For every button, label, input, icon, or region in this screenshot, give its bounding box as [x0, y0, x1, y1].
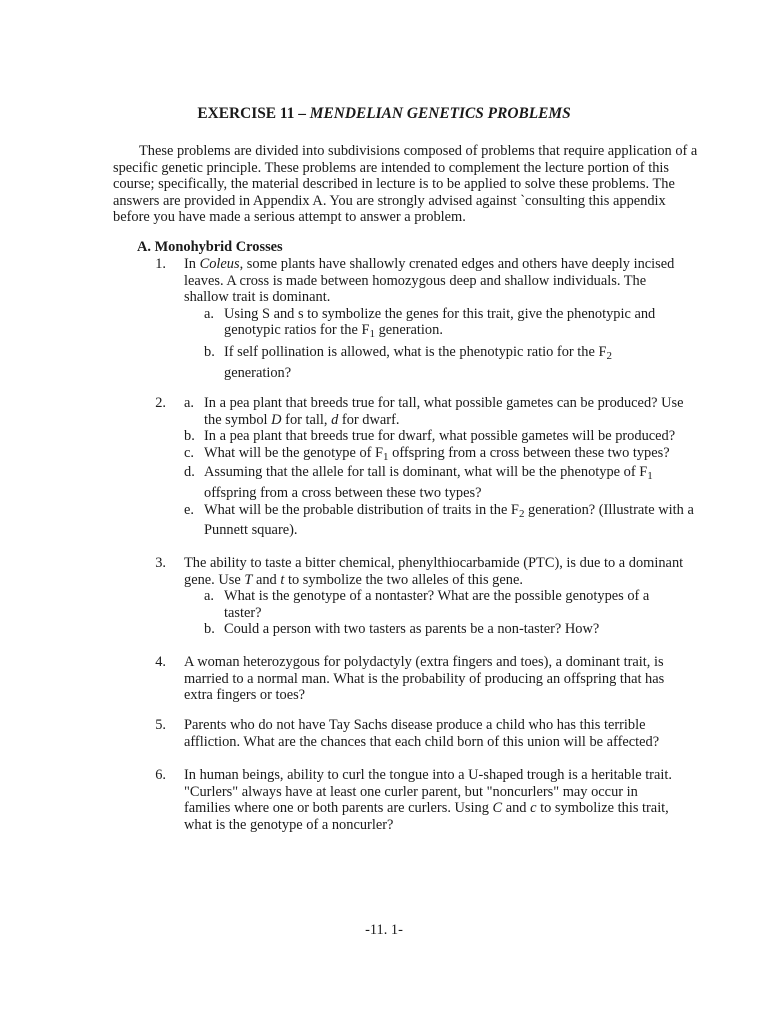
page-number: -11. 1- — [365, 922, 403, 938]
intro-line: course; specifically, the material described in lecture is to be applied to solve these problems. The — [113, 176, 675, 193]
page-title — [0, 106, 768, 123]
problem-line: leaves. A cross is made between homozygous deep and shallow individuals. The — [184, 272, 647, 289]
title-prefix: EXERCISE 11 – — [197, 105, 310, 122]
problem-number: 5. — [155, 717, 166, 733]
sub-question-a: a. In a pea plant that breeds true for tall, what possible gametes can be produced? Use the symbol D for tall, d for dwarf. — [184, 395, 684, 428]
problem-line: shallow trait is dominant. — [184, 289, 331, 306]
problem-number: 6. — [155, 767, 166, 783]
sub-letter: a. — [204, 305, 214, 322]
section-heading: A. Monohybrid Crosses — [137, 239, 283, 255]
problem-number: 3. — [155, 555, 166, 571]
sub-question-b: b. In a pea plant that breeds true for dwarf, what possible gametes will be produced? — [184, 428, 676, 445]
sub-question-d: d. Assuming that the allele for tall is dominant, what will be the phenotype of $F_1$ offspring from a cross between these two types? — [184, 464, 653, 501]
intro-line: These problems are divided into subdivisions composed of problems that require application of a — [139, 143, 698, 159]
intro-paragraph — [113, 143, 728, 226]
sub-question-a: a. Using S and s to symbolize the genes for this trait, give the phenotypic and genotypic ratios for the $F_1$ generation. — [204, 305, 656, 341]
problem-number: 2. — [155, 395, 166, 411]
sub-letter: b. — [204, 343, 215, 360]
sub-question-c: c. What will be the genotype of $F_1$ offspring from a cross between these two types? — [184, 444, 670, 463]
problem-number: 4. — [155, 654, 166, 670]
intro-line: before you have made a serious attempt to answer a problem. — [113, 209, 466, 226]
sub-question-a: a. What is the genotype of a nontaster? What are the possible genotypes of a taster? — [204, 588, 650, 621]
title-emphasis: MENDELIAN GENETICS PROBLEMS — [309, 105, 571, 122]
sub-question-b: b. Could a person with two tasters as parents be a non-taster? How? — [204, 621, 600, 638]
problem-number: 1. — [155, 256, 166, 272]
problem-line: In Coleus, some plants have shallowly crenated edges and others have deeply incised — [184, 256, 675, 272]
sub-question-b: b. If self pollination is allowed, what is the phenotypic ratio for the $F_2$ generation? — [204, 343, 612, 381]
intro-line: answers are provided in Appendix A. You are strongly advised against `consulting this appendix — [113, 192, 666, 209]
sub-question-e: e. What will be the probable distribution of traits in the $F_2$ generation? (Illustrate with a Punnett square). — [184, 501, 694, 539]
genus-name: Coleus — [199, 256, 240, 272]
intro-line: specific genetic principle. These problems are intended to complement the lecture portion of this — [113, 159, 669, 176]
